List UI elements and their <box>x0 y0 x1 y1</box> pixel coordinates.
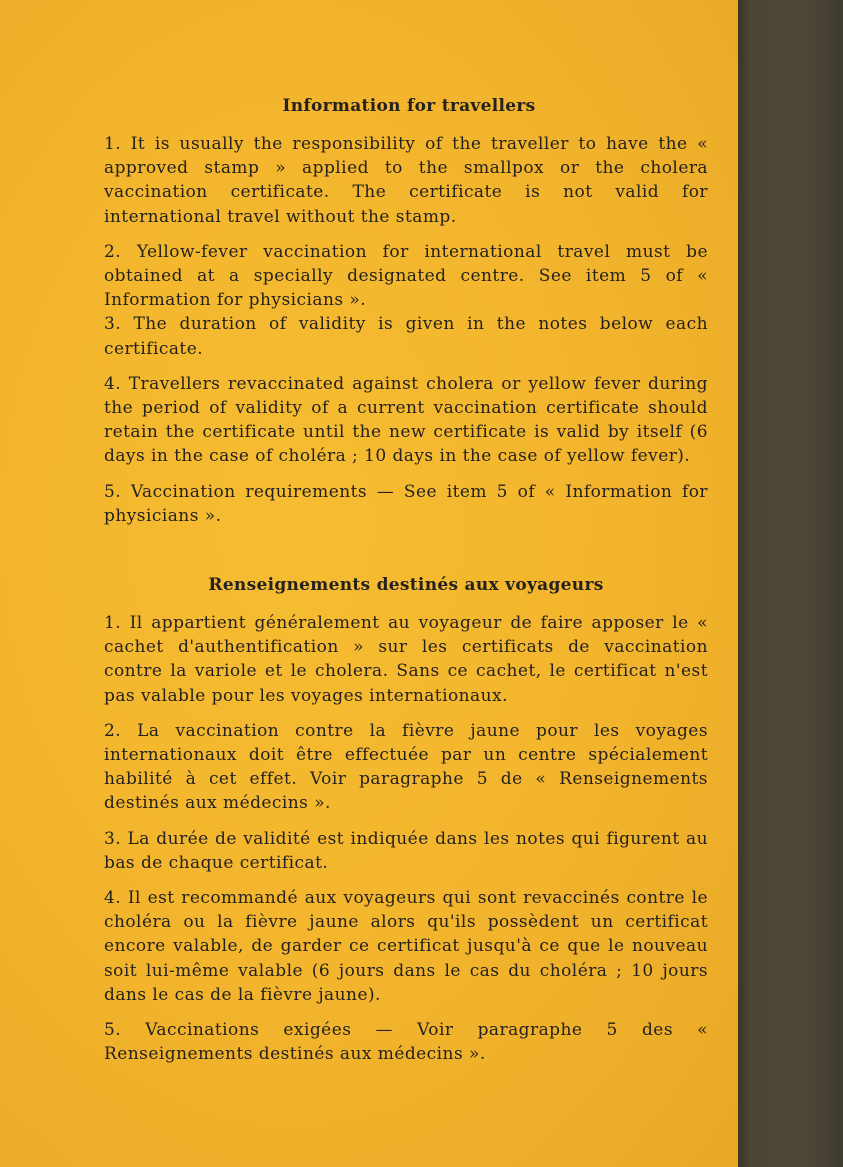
english-item-2: 2. Yellow-fever vaccination for international travel must be obtained at a specially designated centre. See item 5 of « Information for physicians ». <box>104 241 708 311</box>
french-item-5: 5. Vaccinations exigées — Voir paragraphe 5 des « Renseignements destinés aux médecins ». <box>104 1020 708 1065</box>
english-item-1: 1. It is usually the responsibility of the traveller to have the « approved stamp » applied to the smallpox or the cholera vaccination certificate. The certificate is not valid for international travel without the stamp. <box>104 134 708 227</box>
section-title-french: Renseignements destinés aux voyageurs <box>208 575 604 596</box>
page-content <box>104 94 708 1078</box>
french-item-2: 2. La vaccination contre la fièvre jaune pour les voyages internationaux doit être effectuée par un centre spécialement habilité à cet effet. Voir paragraphe 5 de « Renseignements destinés aux médecins ». <box>104 720 708 814</box>
booklet-spine <box>738 0 843 1167</box>
section-title-english: Information for travellers <box>282 96 536 116</box>
english-item-4: 4. Travellers revaccinated against cholera or yellow fever during the period of validity of a current vaccination certificate should retain the certificate until the new certificate is valid by itself (6 days in the case of choléra ; 10 days in the case of yellow fever). <box>104 373 708 467</box>
french-item-1: 1. Il appartient généralement au voyageur de faire apposer le « cachet d'authentification » sur les certificats de vaccination contre la variole et le cholera. Sans ce cachet, le certificat n'est pas valable pour les voyages internationaux. <box>104 613 708 706</box>
section-divider-space <box>104 539 708 573</box>
french-item-3: 3. La durée de validité est indiquée dans les notes qui figurent au bas de chaque certificat. <box>104 828 708 873</box>
english-item-5: 5. Vaccination requirements — See item 5 of « Information for physicians ». <box>104 481 708 526</box>
english-item-3: 3. The duration of validity is given in the notes below each certificate. <box>104 314 708 359</box>
french-item-4: 4. Il est recommandé aux voyageurs qui sont revaccinés contre le choléra ou la fièvre jaune alors qu'ils possèdent un certificat encore valable, de garder ce certificat jusqu'à ce que le nouveau soit lui-même valable (6 jours dans le cas du choléra ; 10 jours dans le cas de la fièvre jaune). <box>104 888 708 1005</box>
